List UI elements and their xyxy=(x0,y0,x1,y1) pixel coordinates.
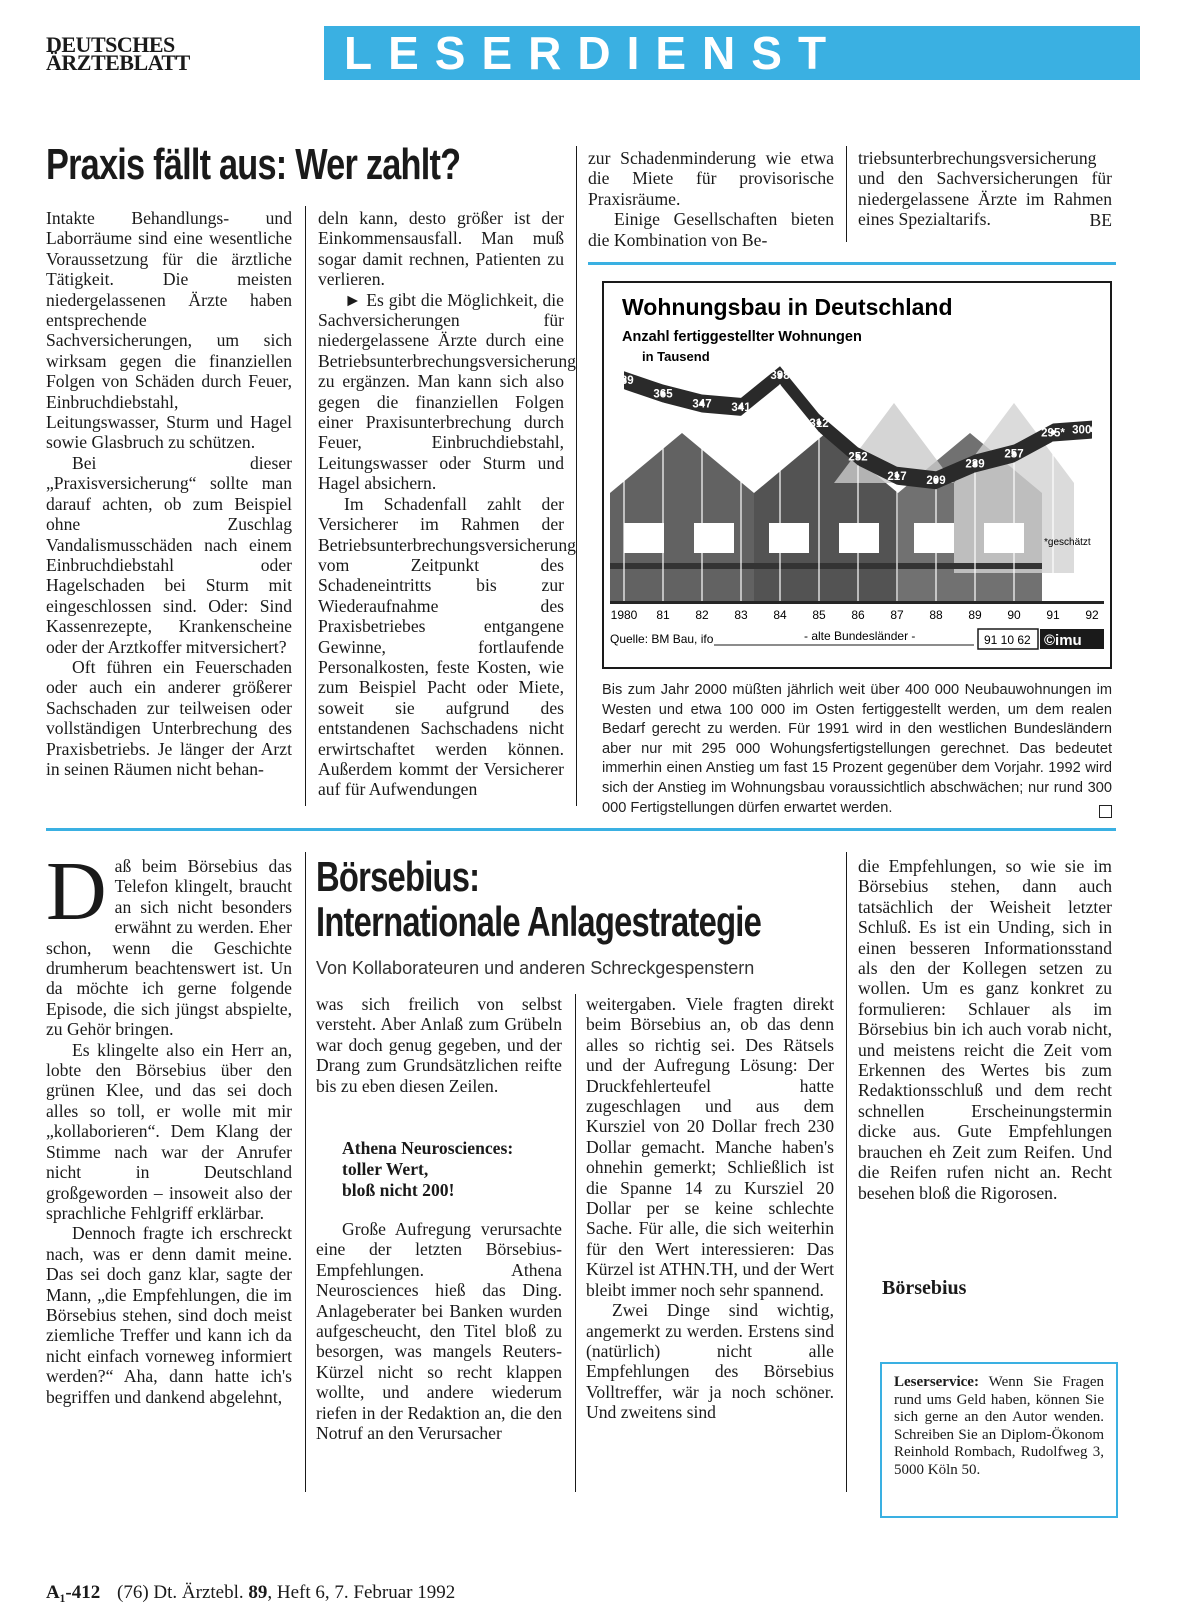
x-tick-label: 86 xyxy=(851,608,865,622)
paragraph: Einige Gesellschaften bieten die Kombination von Be- xyxy=(588,209,834,250)
chart-source: Quelle: BM Bau, ifo xyxy=(610,632,714,646)
article2-subhead xyxy=(342,1138,562,1201)
chart-caption xyxy=(602,681,1112,822)
paragraph: was sich freilich von selbst versteht. Aber Anlaß zum Grübeln war doch genug gegeben, und der Drang zum Grundsätzlichen reifte bis zu eben diesen Zeilen. xyxy=(316,994,562,1096)
paragraph: ► Es gibt die Möglichkeit, die Sachversicherungen für niedergelassene Ärzte durch eine Betriebsunterbrechungsversicherung zu ergänzen. Man kann sich also gegen die finanziellen Folgen einer Praxisunterbrechung durch Feuer, Einbruchdiebstahl, Leitungswasser oder Sturm und Hagel absichern. xyxy=(318,289,576,494)
data-label: 389 xyxy=(614,375,634,388)
column-divider xyxy=(305,206,306,806)
article2-col3 xyxy=(586,994,834,1423)
x-tick-label: 90 xyxy=(1007,608,1021,622)
x-tick-label: 85 xyxy=(812,608,826,622)
x-tick-label: 1980 xyxy=(610,608,638,622)
data-label: 295* xyxy=(1041,427,1065,440)
x-tick-label: 89 xyxy=(968,608,982,622)
masthead-logo xyxy=(46,32,226,75)
data-label: 252 xyxy=(848,451,868,464)
paragraph: Es klingelte also ein Herr an, lobte den Börsebius über den grünen Klee, und das sei doch alles so toll, er wolle mit mir „kollaborieren“. Dem Klang der Stimme nach war der Anrufer nicht in Deutschland großgeworden – insoweit also der sprachliche Fehlgriff erklärbar. xyxy=(46,1039,292,1223)
imu-logo: ©imu xyxy=(1044,632,1082,649)
paragraph: Oft führen ein Feuerschaden oder auch ein anderer größerer Sachschaden zur teilweisen oder vollständigen Unterbrechung des Praxisbetriebs. Je länger der Arzt in seinen Räumen nicht behan- xyxy=(46,656,292,779)
data-label: 341 xyxy=(731,401,751,414)
column-divider xyxy=(305,852,306,1492)
journal-issue: , Heft 6, 7. Februar 1992 xyxy=(267,1582,456,1603)
paragraph: triebsunterbrechungsversicherung und den Sachversicherungen für niedergelassene Ärzte im Rahmen eines Spezialtarifs. xyxy=(858,148,1112,230)
data-label: 217 xyxy=(887,470,907,483)
masthead-line2: ÄRZTEBLATT xyxy=(46,50,190,75)
housing-chart xyxy=(602,281,1112,669)
chart-unit: in Tausend xyxy=(642,349,710,364)
paragraph: deln kann, desto größer ist der Einkommensausfall. Man muß sogar damit rechnen, Patienten zu verlieren. xyxy=(318,208,564,290)
article2-title-line1: Börsebius: xyxy=(316,853,480,900)
x-tick-label: 91 xyxy=(1046,608,1060,622)
x-tick-label: 82 xyxy=(695,608,709,622)
section-divider xyxy=(46,828,1116,831)
chart-caption-text: Bis zum Jahr 2000 müßten jährlich weit über 400 000 Neubauwohnungen im Westen und etwa 100 000 im Osten fertiggestellt werden, um dem realen Bedarf gerecht zu werden. Für 1991 wird in den westlichen Bundesländern aber nur mit 295 000 Wohungsfertigstellungen gerechnet. Das bedeutet immerhin einen Anstieg um fast 15 Prozent gegenüber dem Vorjahr. 1992 wird sich der Anstieg im Wohnungsbau voraussichtlich abschwächen; nur rund 300 000 Fertigstellungen dürfen erwartet werden. xyxy=(602,682,1112,816)
column-divider xyxy=(575,994,576,1492)
chart-title: Wohnungsbau in Deutschland xyxy=(622,294,953,320)
subhead-line: toller Wert, xyxy=(342,1159,429,1180)
article2-col1 xyxy=(46,845,292,1407)
paragraph: Dennoch fragte ich erschreckt nach, was er denn damit meine. Das sei doch ganz klar, sagte der Mann, „die Empfehlungen, die im Börsebius stehen, sind doch meist ziemliche Treffer und kann ich da nicht einfach vorneweg informiert werden?“ Aha, dann hatte ich's begriffen und dankend abgelehnt, xyxy=(46,1223,292,1407)
column-divider xyxy=(846,852,847,1492)
chart-region-note: - alte Bundesländer - xyxy=(804,629,916,643)
article2-subtitle: Von Kollaborateuren und anderen Schreckgespenstern xyxy=(316,958,755,978)
column-divider xyxy=(576,146,577,806)
data-label: 300* xyxy=(1072,424,1096,437)
chart-note: *geschätzt xyxy=(1044,537,1091,548)
column-divider xyxy=(846,146,847,242)
paragraph: Im Schadenfall zahlt der Versicherer im Rahmen der Betriebsunterbrechungsversicherung vom Zeitpunkt des Schadeneintritts bis zur Wiederaufnahme des Praxisbetriebes entgangene Gewinne, fortlaufende Personalkosten, feste Kosten, wie zum Beispiel Pacht oder Miete, soweit sie aufgrund des entstandenen Sachschadens nicht erwirtschaftet werden können. Außerdem kommt der Versicherer auf für Aufwendungen xyxy=(318,493,576,800)
section-banner: LESERDIENST xyxy=(324,26,1140,80)
page-footer xyxy=(46,1582,455,1604)
data-label: 239 xyxy=(965,458,985,471)
subhead-line: bloß nicht 200! xyxy=(342,1180,455,1201)
paragraph: Zwei Dinge sind wichtig, angemerkt zu werden. Erstens sind (natürlich) nicht alle Empfehlungen des Börsebius Volltreffer, wär ja noch schöner. Und zweitens sind xyxy=(586,1300,834,1423)
reader-service-text: Wenn Sie Fragen rund ums Geld haben, können Sie sich gerne an den Autor wenden. Schreiben Sie an Diplom-Ökonom Reinhold Rombach, Rudolfweg 3, 5000 Köln 50. xyxy=(894,1374,1104,1478)
paragraph: weitergaben. Viele fragten direkt beim Börsebius an, ob das denn alles so richtig sei. Des Rätsels und der Aufregung Lösung: Der Druckfehlerteufel hatte zugeschlagen und aus dem Kursziel von 20 Dollar frech 230 Dollar gemacht. Manche haben's ohnehin gemerkt; Schließlich ist die Spanne 14 zu Kursziel 20 Dollar per se keine schlechte Sache. Für alle, die sich weiterhin für den Wert interessieren: Das Kürzel ist ATHN.TH, und der Wert bleibt immer noch sehr spannend. xyxy=(586,994,834,1300)
reader-service-label: Leserservice: xyxy=(894,1374,979,1390)
masthead-line1: DEUTSCHES xyxy=(46,32,175,57)
article2-title-line2: Internationale Anlagestrategie xyxy=(316,898,762,945)
article2-col4 xyxy=(858,856,1112,1203)
data-label: 398 xyxy=(770,370,790,383)
chart-top-rule xyxy=(588,262,1116,265)
x-tick-label: 92 xyxy=(1085,608,1099,622)
x-tick-label: 87 xyxy=(890,608,904,622)
data-label: 365 xyxy=(653,388,673,401)
paragraph: zur Schadenminderung wie etwa die Miete für provisorische Praxisräume. xyxy=(588,148,834,209)
article1-col3 xyxy=(588,148,834,250)
end-mark-icon xyxy=(1099,805,1112,818)
paragraph: die Empfehlungen, so wie sie im Börsebius stehen, dann auch tatsächlich der Weisheit letzter Schluß. Es ist ein Unding, sich in einen besseren Informationsstand als den der Kollegen setzen zu wollen. Um es ganz konkret zu formulieren: Schlauer als im Börsebius bin ich auch vorab nicht, und meistens reicht die Zeit vom Erkennen des Wertes bis zum Redaktionsschluß und dem recht schnellen Erscheinungstermin dicke aus. Gute Empfehlungen brauchen eh Zeit zum Reifen. Und die Reifen rufen nicht an. Recht besehen bloß die Rigorosen. xyxy=(858,856,1112,1203)
paragraph: Intakte Behandlungs- und Laborräume sind eine wesentliche Voraussetzung für die ärztliche Tätigkeit. Die meisten niedergelassenen Ärzte haben entsprechende Sachversicherungen, um sich wirksam gegen die finanziellen Folgen von Schäden durch Feuer, Einbruchdiebstahl, Leitungswasser, Sturm und Hagel sowie Glasbruch zu schützen. xyxy=(46,208,292,453)
article1-col1 xyxy=(46,208,292,779)
page-code: A₁-412 xyxy=(46,1582,101,1603)
housing-chart-svg xyxy=(604,283,1110,667)
houses-illustration xyxy=(610,403,1104,604)
chart-code: 91 10 62 xyxy=(984,633,1031,647)
data-label: 257 xyxy=(1004,448,1024,461)
data-label: 209 xyxy=(926,475,946,488)
article2-col2 xyxy=(316,994,562,1444)
paragraph: Große Aufregung verursachte eine der letzten Börsebius-Empfehlungen. Athena Neurosciences hieß das Ding. Anlageberater bei Banken wurden aufgescheucht, den Titel bloß zu besorgen, was mangels Reuters-Kürzel nicht so recht klappen wollte, und andere wiederum riefen in der Redaktion an, die den Notruf an den Verursacher xyxy=(316,1219,562,1444)
x-tick-label: 88 xyxy=(929,608,943,622)
article1-title: Praxis fällt aus: Wer zahlt? xyxy=(46,140,461,189)
chart-subtitle: Anzahl fertiggestellter Wohnungen xyxy=(622,329,862,345)
x-tick-label: 83 xyxy=(734,608,748,622)
subhead-line: Athena Neurosciences: xyxy=(342,1138,514,1159)
paragraph: Bei dieser „Praxisversicherung“ sollte man darauf achten, ob zum Beispiel ohne Zuschlag Vandalismusschäden nach einem Einbruchdiebstahl oder Hagelschaden bei Sturm mit eingeschlossen sind. Oder: Sind Kassenrezepte, Krankenscheine oder der Arztkoffer mitversichert? xyxy=(46,452,292,657)
article1-col4 xyxy=(858,148,1112,230)
x-tick-label: 84 xyxy=(773,608,787,622)
article2-signature: Börsebius xyxy=(882,1277,967,1299)
journal-volume: 89 xyxy=(248,1582,268,1603)
dropcap: D xyxy=(46,845,107,938)
reader-service-box xyxy=(880,1362,1118,1518)
article1-col2 xyxy=(318,208,576,800)
data-label: 347 xyxy=(692,398,712,411)
x-tick-label: 81 xyxy=(656,608,670,622)
journal-name: Dt. Ärztebl. xyxy=(153,1582,244,1603)
article1-signature: BE xyxy=(1089,209,1112,230)
paragraph: aß beim Börsebius das Telefon klingelt, braucht an sich nicht besonders erwähnt zu werden. Eher schon, wenn die Geschichte drumherum beachtenswert ist. Un da möchte ich gerne folgende Episode, die sich jüngst abspielte, zu Gehör bringen. xyxy=(46,856,292,1040)
data-label: 312 xyxy=(809,418,829,430)
chart-x-axis xyxy=(611,608,1099,622)
page-number: (76) xyxy=(117,1582,149,1603)
